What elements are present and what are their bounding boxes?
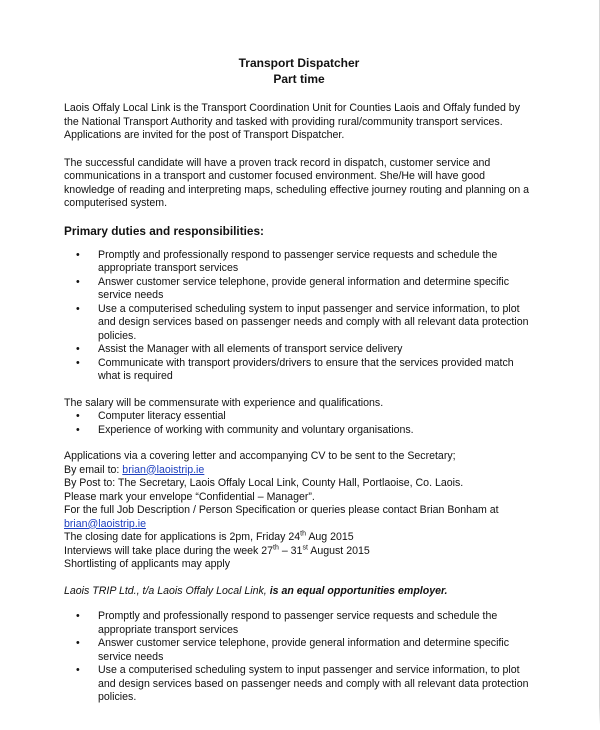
interviews-suffix-1: th [273,543,279,551]
email-label: By email to: [64,463,123,476]
applications-intro: Applications via a covering letter and accompanying CV to be sent to the Secretary; [64,450,456,462]
list-item: • Use a computerised scheduling system to input passenger and service information, to plot and design services based on passenger needs and comply with all relevant data protection policies. [64,664,534,705]
equal-opportunities-line [64,585,534,599]
email-link[interactable]: brian@laoistrip.ie [122,463,205,476]
list-item: • Assist the Manager with all elements of transport service delivery [64,343,534,357]
document-content [64,55,534,705]
closing-date-text: The closing date for applications is 2pm, Friday 24 [64,531,301,543]
full-description-line: For the full Job Description / Person Specification or queries please contact Brian Bonham at [64,504,499,516]
post-line: By Post to: The Secretary, Laois Offaly Local Link, County Hall, Portlaoise, Co. Laois. [64,477,464,489]
contact-email-line [64,518,534,532]
list-item: • Use a computerised scheduling system to input passenger and service information, to plot and design services based on passenger needs and comply with all relevant data protection policies. [64,303,534,344]
contact-email-link[interactable]: brian@laoistrip.ie [64,517,147,530]
list-item: • Answer customer service telephone, provide general information and determine specific service needs [64,276,534,303]
interviews-line [64,545,534,559]
document-title: Transport Dispatcher [238,56,360,70]
interviews-text: Interviews will take place during the week 27 [64,544,274,557]
candidate-paragraph: The successful candidate will have a proven track record in dispatch, customer service and communications in a transport and customer focused environment. She/He will have good knowledge of reading and interpreting maps, scheduling effective journey routing and planning on a computerised system. [64,156,530,209]
closing-date-line [64,531,534,545]
list-item: • Answer customer service telephone, provide general information and determine specific service needs [64,637,534,664]
equal-opportunities-text: is an equal opportunities employer. [269,584,448,597]
page-fade [0,706,600,730]
employer-name: Laois TRIP Ltd., t/a Laois Offaly Local Link, [64,584,270,597]
list-item: • Computer literacy essential [64,410,534,424]
envelope-line: Please mark your envelope “Confidential – Manager”. [64,490,315,503]
interviews-month: August 2015 [307,544,370,557]
interviews-suffix-2: st [302,543,308,551]
salary-text: The salary will be commensurate with experience and qualifications. [64,396,384,409]
duties-list [64,249,534,384]
duties-repeat-list [64,610,534,705]
closing-date-suffix: th [300,530,306,538]
duties-heading: Primary duties and responsibilities: [64,223,264,238]
intro-paragraph: Laois Offaly Local Link is the Transport Coordination Unit for Counties Laois and Offaly funded by the National Transport Authority and tasked with providing rural/community transport services. Applications are invited for the post of Transport Dispatcher. [64,102,520,141]
list-item: • Promptly and professionally respond to passenger service requests and schedule the appropriate transport services [64,249,534,276]
shortlisting-line: Shortlisting of applicants may apply [64,558,231,570]
list-item: • Promptly and professionally respond to passenger service requests and schedule the appropriate transport services [64,610,534,637]
interviews-range: – 31 [278,544,303,557]
document-subtitle: Part time [273,72,325,86]
requirements-list [64,410,534,437]
closing-date-month: Aug 2015 [305,531,354,543]
list-item: • Communicate with transport providers/drivers to ensure that the services provided match what is required [64,357,534,384]
list-item: • Experience of working with community and voluntary organisations. [64,424,534,438]
email-line [64,464,534,478]
